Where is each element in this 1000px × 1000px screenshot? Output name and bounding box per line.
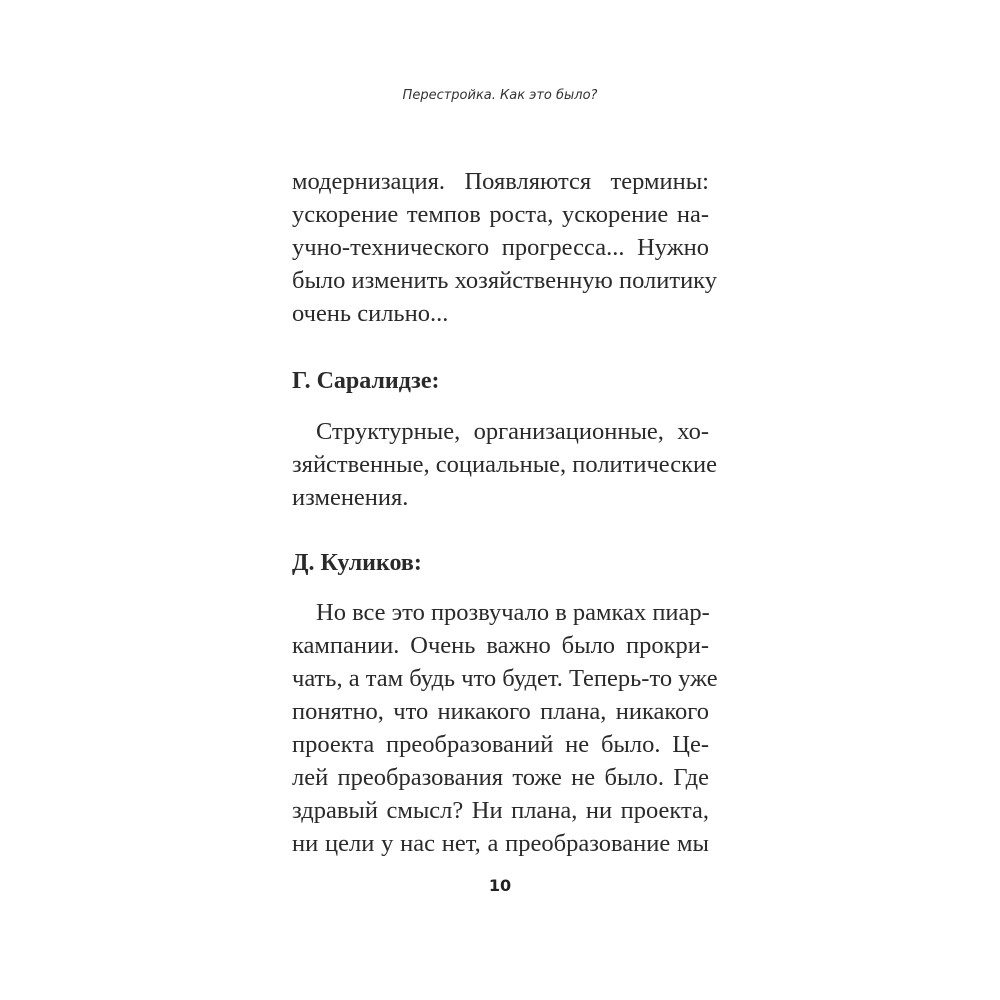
text-line: кампании. Очень важно было прокри- xyxy=(292,632,709,659)
text-line: очень сильно... xyxy=(292,300,449,327)
text-line: понятно, что никакого плана, никакого xyxy=(292,698,709,725)
speaker-paragraph xyxy=(292,596,718,860)
speaker-name: Г. Саралидзе: xyxy=(292,368,440,394)
text-line: здравый смысл? Ни плана, ни проекта, xyxy=(292,797,709,824)
text-line: учно-технического прогресса... Нужно xyxy=(292,234,709,261)
text-line: проекта преобразований не было. Це- xyxy=(292,731,709,758)
speaker-paragraph xyxy=(292,415,718,514)
text-line: модернизация. Появляются термины: xyxy=(292,168,709,195)
running-header: Перестройка. Как это было? xyxy=(402,88,598,103)
text-line: изменения. xyxy=(292,484,409,511)
text-line: ни цели у нас нет, а преобразование мы xyxy=(292,830,709,857)
paragraph-continued xyxy=(292,165,717,330)
text-line: было изменить хозяйственную политику xyxy=(292,267,717,294)
text-line: ускорение темпов роста, ускорение на- xyxy=(292,201,709,228)
page-number: 10 xyxy=(488,876,512,895)
text-line: чать, а там будь что будет. Теперь-то уже xyxy=(292,665,718,692)
text-line: Но все это прозвучало в рамках пиар- xyxy=(316,599,710,626)
text-line: Структурные, организационные, хо- xyxy=(316,418,709,445)
speaker-name: Д. Куликов: xyxy=(292,550,422,576)
text-line: зяйственные, социальные, политические xyxy=(292,451,718,478)
text-line: лей преобразования тоже не было. Где xyxy=(292,764,709,791)
